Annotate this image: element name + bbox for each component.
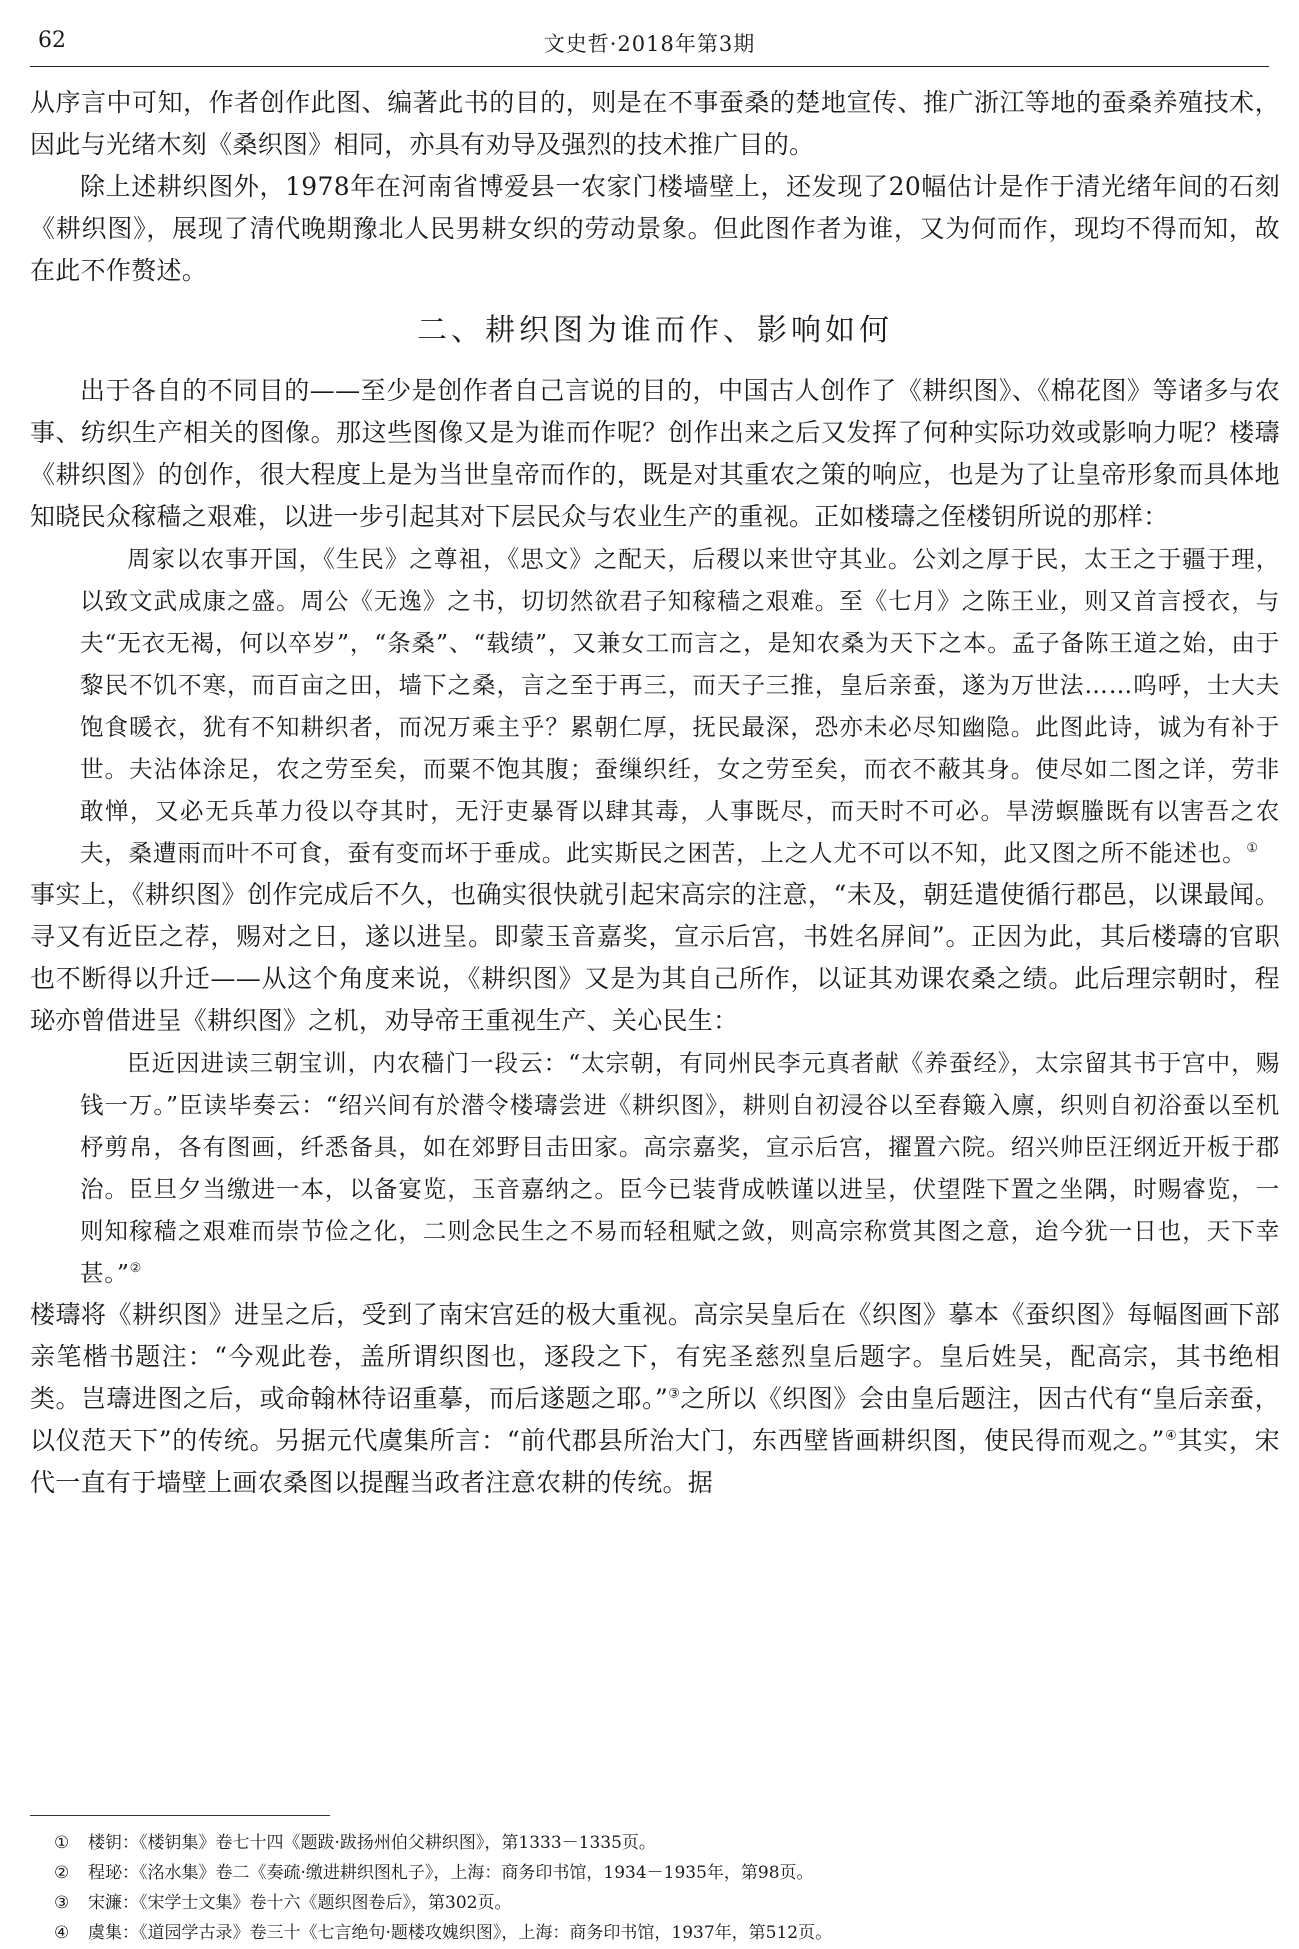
quote-body: 臣近因进读三朝宝训，内农穑门一段云：“太宗朝，有同州民李元真者献《养蚕经》，太宗留其书于宫中，赐钱一万。”臣读毕奏云：“绍兴间有於潜令楼璹尝进《耕织图》，耕则自初浸谷以至舂簸入廪，织则自初浴蚕以至机杼剪帛，各有图画，纤悉备具，如在郊野目击田家。高宗嘉奖，宣示后宫，擢置六院。绍兴帅臣汪纲近开板于郡治。臣旦夕当缴进一本，以备宴览，玉音嘉纳之。臣今已装背成帙谨以进呈，伏望陛下置之坐隅，时赐睿览，一则知稼穑之艰难而崇节俭之化，二则念民生之不易而轻租赋之敛，则高宗称赏其图之意，迨今犹一日也，天下幸甚。” [80,1049,1280,1287]
footnote [30,1888,1269,1918]
footnote [30,1858,1269,1888]
footnote-text: 虞集：《道园学古录》卷三十《七言绝句·题楼攻媿织图》，上海：商务印书馆，1937年，第512页。 [88,1923,833,1943]
footnote-mark: ① [54,1833,70,1853]
running-header [30,22,1269,67]
footnote-ref[interactable]: ② [129,1261,143,1277]
footnote-mark: ④ [54,1923,70,1943]
quote-text [30,1042,1280,1294]
footnote-text: 宋濂：《宋学士文集》卷十六《题织图卷后》，第302页。 [88,1893,512,1913]
footnote-text: 程珌：《洺水集》卷二《奏疏·缴进耕织图札子》，上海：商务印书馆，1934－1935年，第98页。 [88,1863,814,1883]
page-number: 62 [38,28,66,53]
paragraph: 除上述耕织图外，1978年在河南省博爱县一农家门楼墙壁上，还发现了20幅估计是作于清光绪年间的石刻《耕织图》，展现了清代晚期豫北人民男耕女织的劳动景象。但此图作者为谁，又为何而作，现均不得而知，故在此不作赘述。 [30,172,1280,285]
footnote-ref[interactable]: ① [1246,841,1259,857]
article-body [30,82,1280,1504]
paragraph: 事实上，《耕织图》创作完成后不久，也确实很快就引起宋高宗的注意，“未及，朝廷遣使循行郡邑，以课最闻。寻又有近臣之荐，赐对之日，遂以进呈。即蒙玉音嘉奖，宣示后宫，书姓名屏间”。正因为此，其后楼璹的官职也不断得以升迁——从这个角度来说，《耕织图》又是为其自己所作，以证其劝课农桑之绩。此后理宗朝时，程珌亦曾借进呈《耕织图》之机，劝导帝王重视生产、关心民生： [30,880,1280,1035]
quote-text [30,538,1280,874]
paragraph: 从序言中可知，作者创作此图、编著此书的目的，则是在不事蚕桑的楚地宣传、推广浙江等地的蚕桑养殖技术，因此与光绪木刻《桑织图》相同，亦具有劝导及强烈的技术推广目的。 [30,88,1280,159]
paragraph [30,1294,1280,1504]
paragraph-text: 之所以《织图》会由皇后题注，因古代有“皇后亲蚕，以仪范天下”的传统。另据元代虞集所言：“前代郡县所治大门，东西壁皆画耕织图，使民得而观之。” [30,1384,1280,1455]
footnote-mark: ③ [54,1893,70,1913]
footnote [30,1918,1269,1948]
footnote [30,1828,1269,1858]
paragraph: 出于各自的不同目的——至少是创作者自己言说的目的，中国古人创作了《耕织图》、《棉花图》等诸多与农事、纺织生产相关的图像。那这些图像又是为谁而作呢？创作出来之后又发挥了何种实际功效或影响力呢？楼璹《耕织图》的创作，很大程度上是为当世皇帝而作的，既是对其重农之策的响应，也是为了让皇帝形象而具体地知晓民众稼穑之艰难，以进一步引起其对下层民众与农业生产的重视。正如楼璹之侄楼钥所说的那样： [30,376,1280,531]
footnote-divider [30,1815,330,1816]
footnote-ref[interactable]: ④ [1164,1428,1178,1444]
footnotes [30,1828,1269,1948]
section-title: 二、耕织图为谁而作、影响如何 [417,313,893,348]
block-quote [30,1042,1280,1294]
journal-title: 文史哲·2018年第3期 [543,32,756,56]
block-quote [30,538,1280,874]
quote-body: 周家以农事开国，《生民》之尊祖，《思文》之配天，后稷以来世守其业。公刘之厚于民，太王之于疆于理，以致文武成康之盛。周公《无逸》之书，切切然欲君子知稼穑之艰难。至《七月》之陈王业，则又首言授衣，与夫“无衣无褐，何以卒岁”，“条桑”、“载绩”，又兼女工而言之，是知农桑为天下之本。孟子备陈王道之始，由于黎民不饥不寒，而百亩之田，墙下之桑，言之至于再三，而天子三推，皇后亲蚕，遂为万世法……呜呼，士大夫饱食暖衣，犹有不知耕织者，而况万乘主乎？累朝仁厚，抚民最深，恐亦未必尽知幽隐。此图此诗，诚为有补于世。夫沾体涂足，农之劳至矣，而粟不饱其腹；蚕缫织纴，女之劳至矣，而衣不蔽其身。使尽如二图之详，劳非敢惮，又必无兵革力役以夺其时，无汙吏暴胥以肆其毒，人事既尽，而天时不可必。旱涝螟螣既有以害吾之农夫，桑遭雨而叶不可食，蚕有变而坏于垂成。此实斯民之困苦，上之人尤不可以不知，此又图之所不能述也。 [80,545,1280,867]
footnote-ref[interactable]: ③ [668,1386,681,1402]
paragraph-text: 其实，宋代一直有于墙壁上画农桑图以提醒当政者注意农耕的传统。据 [30,1426,1280,1497]
footnote-mark: ② [54,1863,70,1883]
footnote-text: 楼钥：《楼钥集》卷七十四《题跋·跋扬州伯父耕织图》，第1333－1335页。 [88,1833,656,1853]
paragraph-text: 楼璹将《耕织图》进呈之后，受到了南宋宫廷的极大重视。高宗吴皇后在《织图》摹本《蚕织图》每幅图画下部亲笔楷书题注：“今观此卷，盖所谓织图也，逐段之下，有宪圣慈烈皇后题字。皇后姓吴，配高宗，其书绝相类。岂璹进图之后，或命翰林待诏重摹，而后遂题之耶。” [30,1300,1280,1413]
